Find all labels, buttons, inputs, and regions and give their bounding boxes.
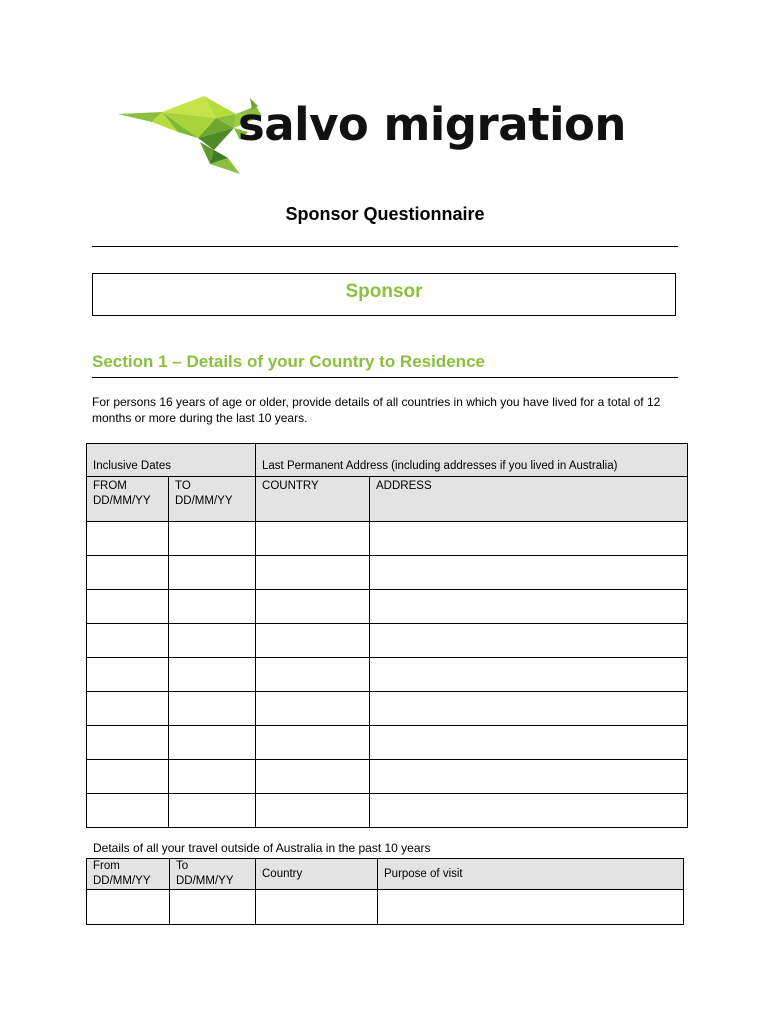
to-date-cell[interactable]: [169, 624, 256, 658]
country-column-header: COUNTRY: [256, 477, 370, 522]
section-1-divider: [92, 377, 678, 378]
country-cell[interactable]: [256, 760, 370, 794]
address-cell[interactable]: [370, 760, 688, 794]
travel-to-header: [170, 859, 256, 890]
country-cell[interactable]: [256, 624, 370, 658]
travel-from-header: [87, 859, 170, 890]
address-cell[interactable]: [370, 590, 688, 624]
salvo-migration-logo: [116, 92, 626, 178]
travel-to-label: To: [176, 860, 189, 872]
from-date-cell[interactable]: [87, 794, 169, 828]
table-row: [87, 890, 684, 925]
sponsor-heading-box: [92, 273, 676, 316]
document-title: Sponsor Questionnaire: [285, 204, 485, 224]
from-date-cell[interactable]: [87, 760, 169, 794]
to-column-header: TO DD/MM/YY: [169, 477, 256, 522]
from-date-cell[interactable]: [87, 590, 169, 624]
from-date-cell[interactable]: [87, 658, 169, 692]
residence-table: [86, 443, 688, 828]
travel-from-format: DD/MM/YY: [93, 875, 151, 887]
address-cell[interactable]: [370, 658, 688, 692]
travel-table-title: Details of all your travel outside of Australia in the past 10 years: [93, 841, 431, 855]
address-cell[interactable]: [370, 556, 688, 590]
from-date-cell[interactable]: [87, 624, 169, 658]
travel-purpose-cell[interactable]: [378, 890, 684, 925]
address-cell[interactable]: [370, 726, 688, 760]
sponsor-heading: Sponsor: [345, 280, 423, 302]
travel-table: [86, 858, 684, 925]
to-date-cell[interactable]: [169, 658, 256, 692]
travel-purpose-header: Purpose of visit: [378, 859, 684, 890]
brand-name: salvo migration: [238, 98, 626, 151]
travel-to-format: DD/MM/YY: [176, 875, 234, 887]
travel-country-cell[interactable]: [256, 890, 378, 925]
to-date-cell[interactable]: [169, 590, 256, 624]
section-1-title: Section 1 – Details of your Country to Residence: [92, 352, 485, 371]
country-cell[interactable]: [256, 590, 370, 624]
travel-country-header: Country: [256, 859, 378, 890]
from-date-cell[interactable]: [87, 692, 169, 726]
from-column-header: FROM DD/MM/YY: [87, 477, 169, 522]
address-cell[interactable]: [370, 692, 688, 726]
country-cell[interactable]: [256, 522, 370, 556]
to-date-cell[interactable]: [169, 522, 256, 556]
country-cell[interactable]: [256, 794, 370, 828]
section-1-instructions: For persons 16 years of age or older, provide details of all countries in which you have lived for a total of 12 months or more during the last 10 years.: [92, 395, 661, 425]
table-row: [87, 590, 688, 624]
from-date-cell[interactable]: [87, 556, 169, 590]
table-row: [87, 794, 688, 828]
travel-rows: [87, 890, 684, 925]
to-date-cell[interactable]: [169, 760, 256, 794]
table-row: [87, 726, 688, 760]
table-row: [87, 556, 688, 590]
table-row: [87, 522, 688, 556]
address-cell[interactable]: [370, 522, 688, 556]
to-date-cell[interactable]: [169, 556, 256, 590]
table-row: [87, 624, 688, 658]
country-cell[interactable]: [256, 556, 370, 590]
to-date-cell[interactable]: [169, 794, 256, 828]
from-date-cell[interactable]: [87, 522, 169, 556]
country-cell[interactable]: [256, 726, 370, 760]
address-cell[interactable]: [370, 624, 688, 658]
inclusive-dates-header: Inclusive Dates: [87, 444, 256, 477]
travel-from-cell[interactable]: [87, 890, 170, 925]
country-cell[interactable]: [256, 658, 370, 692]
travel-to-cell[interactable]: [170, 890, 256, 925]
country-cell[interactable]: [256, 692, 370, 726]
table-row: [87, 760, 688, 794]
title-divider: [92, 246, 678, 247]
address-cell[interactable]: [370, 794, 688, 828]
residence-rows: [87, 522, 688, 828]
address-column-header: ADDRESS: [370, 477, 688, 522]
to-date-cell[interactable]: [169, 692, 256, 726]
table-row: [87, 692, 688, 726]
last-address-header: Last Permanent Address (including addresses if you lived in Australia): [256, 444, 688, 477]
travel-from-label: From: [93, 860, 120, 872]
to-date-cell[interactable]: [169, 726, 256, 760]
table-row: [87, 658, 688, 692]
from-date-cell[interactable]: [87, 726, 169, 760]
